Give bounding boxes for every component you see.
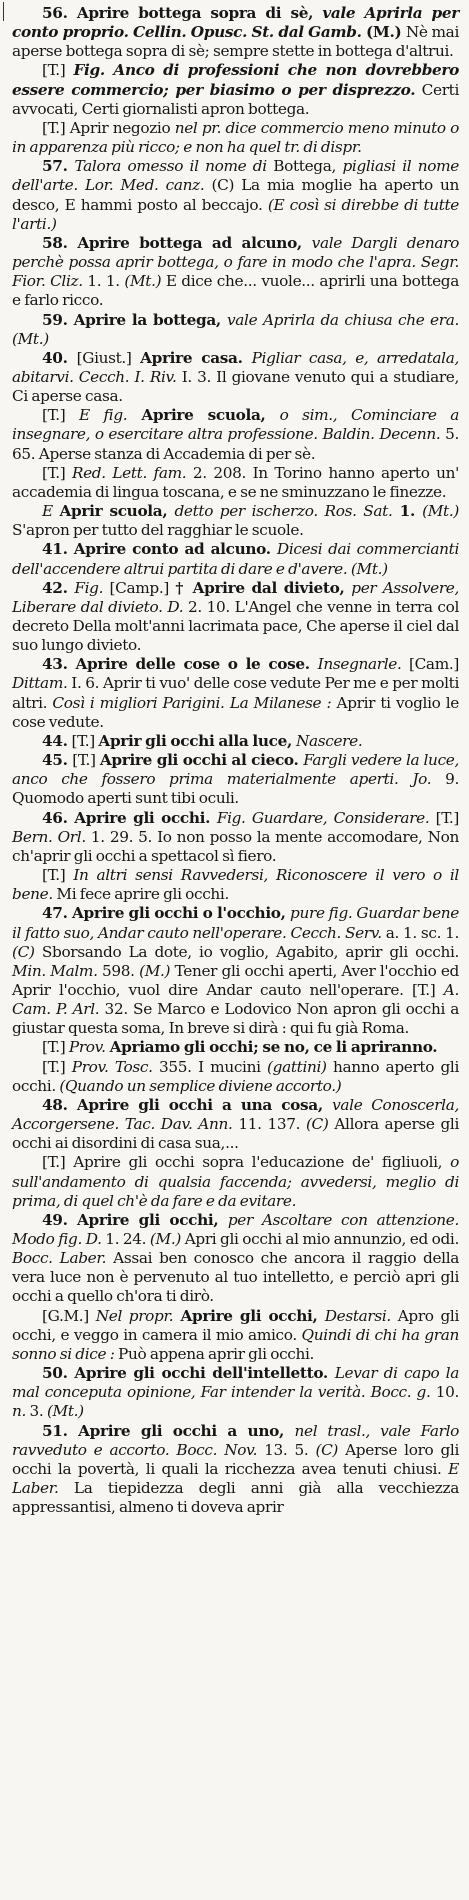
styled-text: Dittam.: [12, 674, 68, 693]
dictionary-entry: [12, 579, 459, 656]
entry-paragraph: [12, 157, 459, 234]
text-run: [Cam.]: [401, 655, 459, 674]
dictionary-entry: [12, 1211, 459, 1364]
dictionary-entry: [12, 732, 459, 751]
entry-sub-paragraph: [12, 1307, 459, 1364]
dictionary-entry: [12, 4, 459, 157]
text-run: La tiepidezza degli anni già alla vecchiezza appressantisi, almeno ti doveva aprir: [12, 1479, 459, 1517]
styled-text: 57.: [42, 157, 75, 176]
styled-text: 51. Aprire gli occhi a uno,: [42, 1421, 295, 1440]
entry-paragraph: [12, 904, 459, 1038]
text-run: Aprir ti voglio le cose vedute.: [12, 693, 459, 731]
styled-text: 56. Aprire bottega sopra di sè,: [42, 4, 323, 22]
entry-paragraph: [12, 751, 459, 808]
styled-text: o sull'andamento di qualsia faccenda; avvedersi, meglio di prima, di quel ch'è da fare e da evitare.: [12, 1153, 459, 1210]
styled-text: Aprire casa.: [140, 348, 252, 367]
styled-text: (M.): [149, 1230, 181, 1248]
styled-text: Bern. Orl.: [12, 827, 86, 846]
text-run: [T.]: [42, 463, 72, 482]
styled-text: nel pr. dice commercio meno minuto o in apparenza più ricco; e non ha quel tr. di dispr.: [12, 118, 459, 157]
styled-text: (Mt.): [124, 272, 162, 291]
styled-text: Insegnarle.: [317, 655, 402, 674]
styled-text: (C): [315, 1440, 339, 1459]
styled-text: Nascere.: [295, 731, 363, 750]
styled-text: Talora omesso il nome di: [74, 157, 274, 176]
styled-text: E: [42, 502, 60, 521]
dictionary-entry: [12, 234, 459, 311]
styled-text: (C): [12, 942, 35, 961]
text-run: 11. 137.: [232, 1115, 306, 1134]
entry-paragraph: [12, 4, 459, 61]
text-run: Allora aperse gli occhi ai disordini di casa sua,...: [12, 1115, 459, 1153]
entry-sub-paragraph: [12, 1153, 459, 1210]
text-run: I. 3. Il giovane venuto qui a studiare, Ci aperse casa.: [12, 367, 460, 406]
styled-text: A. Cam. P. Arl.: [12, 980, 459, 1019]
text-run: 5. 65. Aperse stanza di Accademia di per sè.: [12, 425, 459, 463]
styled-text: (M.): [139, 961, 171, 980]
text-run: I. 6. Aprir ti vuo' delle cose vedute Per me e per molti altri.: [12, 674, 459, 712]
text-run: S'apron per tutto del ragghiar le scuole.: [12, 521, 304, 540]
styled-text: 58. Aprire bottega ad alcuno,: [42, 233, 312, 252]
text-run: Nè mai aperse bottega sopra di sè; sempre stette in bottega d'altrui.: [12, 23, 459, 61]
styled-text: (Mt.): [422, 502, 459, 521]
text-run: 598.: [97, 961, 140, 980]
dictionary-entry: [12, 540, 459, 578]
styled-text: (C): [305, 1115, 329, 1134]
styled-text: Aprire gli occhi,: [173, 1306, 325, 1325]
entry-sub-paragraph: [12, 119, 459, 157]
entry-paragraph: [12, 809, 459, 866]
text-run: 1. 29. 5. Io non posso la mente accomodare, Non ch'aprir gli occhi a spettacol sì fiero.: [12, 827, 459, 865]
dictionary-entry: [12, 1364, 459, 1421]
dictionary-entry: [12, 311, 459, 349]
text-run: Tener gli occhi aperti, Aver l'occhio ed Aprir l'occhio, vuol dire Andar cauto nell'operare. [T.]: [12, 961, 459, 999]
styled-text: vale Conoscerla, Accorgersene. Tac. Dav. Ann.: [12, 1095, 459, 1134]
styled-text: Nel propr.: [95, 1306, 174, 1325]
text-run: [T.] Aprir negozio: [42, 118, 175, 137]
styled-text: Aprire scuola,: [127, 406, 280, 425]
dictionary-entry: [12, 1422, 459, 1518]
styled-text: (Mt.): [46, 1402, 84, 1421]
styled-text: Red. Lett. fam.: [71, 463, 187, 482]
styled-text: Pigliar casa, e, arredatala, abitarvi. Cecch. I. Riv.: [12, 348, 459, 386]
text-run: 1. 24.: [101, 1230, 150, 1248]
text-run: 13. 5.: [257, 1440, 316, 1459]
dictionary-entry: [12, 904, 459, 1096]
styled-text: per Ascoltare con attenzione. Modo fig. D.: [12, 1210, 459, 1248]
styled-text: (M.): [361, 23, 406, 42]
dictionary-entry: [12, 655, 459, 732]
text-run: [T.] Aprire gli occhi sopra l'educazione de' figliuoli,: [42, 1153, 451, 1172]
dictionary-entry: [12, 751, 459, 808]
styled-text: Prov. Tosc.: [71, 1057, 153, 1076]
styled-text: Destarsi.: [324, 1306, 391, 1325]
text-run: [G.M.]: [42, 1306, 96, 1325]
styled-text: Fig.: [74, 578, 110, 597]
text-run: 3.: [26, 1402, 47, 1421]
dictionary-entry: [12, 809, 459, 905]
styled-text: (gattini): [267, 1057, 327, 1076]
styled-text: 43. Aprire delle cose o le cose.: [42, 655, 318, 674]
styled-text: nel trasl., vale Farlo ravveduto e accorto. Bocc. Nov.: [12, 1421, 459, 1459]
text-run: [T.]: [42, 866, 74, 885]
margin-rule: [3, 2, 4, 21]
text-run: Apro gli occhi, e veggo in camera il mio amico.: [12, 1306, 459, 1344]
styled-text: 49. Aprire gli occhi,: [42, 1210, 228, 1229]
styled-text: Aprir scuola,: [59, 502, 175, 521]
styled-text: vale Aprirla per conto proprio. Cellin. Opusc. St. dal Gamb.: [12, 4, 459, 42]
text-run: [T.]: [72, 751, 100, 770]
styled-text: 46. Aprire gli occhi.: [42, 808, 217, 827]
styled-text: 44.: [42, 731, 72, 750]
styled-text: Aprir gli occhi alla luce,: [98, 731, 296, 750]
styled-text: Quindi di chi ha gran sonno si dice :: [12, 1325, 459, 1363]
styled-text: per Assolvere, Liberare dal divieto. D.: [12, 578, 460, 616]
text-run: Assai ben conosco che ancora il raggio della vera luce non è pervenuto al tuo intelletto, e perciò apri gli occhi a quello ch'ora ti dirò.: [12, 1249, 460, 1306]
text-run: a. 1. sc. 1.: [381, 923, 459, 942]
text-run: [Giust.]: [76, 348, 141, 367]
entry-sub-paragraph: [12, 502, 459, 540]
text-run: Certi avvocati, Certi giornalisti apron bottega.: [12, 80, 460, 118]
styled-text: 50. Aprire gli occhi dell'intelletto.: [42, 1364, 335, 1383]
entry-sub-paragraph: [12, 406, 459, 463]
styled-text: vale Aprirla da chiusa che era. (Mt.): [12, 310, 460, 348]
text-run: [T.]: [42, 1038, 69, 1057]
styled-text: 40.: [42, 348, 77, 367]
text-run: Mi fece aprire gli occhi.: [52, 885, 229, 904]
styled-text: Apriamo gli occhi; se no, ce li apriranno.: [105, 1038, 438, 1057]
styled-text: E fig.: [79, 406, 128, 425]
styled-text: Min. Malm.: [12, 961, 98, 980]
styled-text: n.: [12, 1402, 27, 1421]
entry-paragraph: [12, 349, 459, 406]
styled-text: In altri sensi Ravvedersi, Riconoscere il vero o il bene.: [12, 866, 459, 904]
styled-text: Fig. Anco di professioni che non dovrebbero essere commercio; per biasimo o per disprezzo.: [12, 61, 459, 99]
entry-paragraph: [12, 655, 459, 732]
entry-paragraph: [12, 579, 459, 656]
styled-text: (E così si direbbe di tutte l'arti.): [12, 195, 459, 233]
text-run: [Camp.]: [109, 578, 176, 597]
styled-text: 48. Aprire gli occhi a una cosa,: [42, 1095, 333, 1114]
styled-text: 47. Aprire gli occhi o l'occhio,: [42, 904, 291, 923]
entry-paragraph: [12, 1211, 459, 1307]
styled-text: † Aprire dal divieto,: [175, 578, 352, 597]
text-run: [T.]: [42, 61, 74, 80]
styled-text: Dicesi dai commercianti dell'accendere altrui partita di dare e d'avere. (Mt.): [12, 540, 459, 578]
styled-text: Fargli vedere la luce, anco che fossero prima materialmente aperti. Jo.: [12, 751, 459, 789]
styled-text: Bocc. Laber.: [12, 1249, 107, 1268]
styled-text: Fig. Guardare, Considerare.: [216, 808, 430, 827]
styled-text: Così i migliori Parigini. La Milanese :: [52, 693, 332, 712]
styled-text: pigliasi il nome dell'arte. Lor. Med. canz.: [12, 157, 459, 195]
text-run: Può appena aprir gli occhi.: [114, 1344, 315, 1363]
entry-paragraph: [12, 234, 459, 311]
text-run: 355. I mucini: [152, 1057, 268, 1076]
text-run: [T.]: [42, 1057, 72, 1076]
styled-text: E Laber.: [12, 1459, 459, 1498]
entry-paragraph: [12, 311, 459, 349]
styled-text: detto per ischerzo. Ros. Sat.: [174, 502, 393, 521]
styled-text: 45.: [42, 751, 73, 770]
text-run: [T.]: [71, 731, 99, 750]
entry-paragraph: [12, 732, 459, 751]
styled-text: Prov.: [68, 1038, 106, 1057]
text-run: Bottega,: [273, 157, 343, 176]
text-run: Apri gli occhi al mio annunzio, ed odi.: [180, 1230, 459, 1248]
entry-paragraph: [12, 540, 459, 578]
entry-sub-paragraph: [12, 866, 459, 904]
text-run: 9. Quomodo aperti sunt tibi oculi.: [12, 770, 459, 808]
text-run: hanno aperto gli occhi.: [12, 1057, 460, 1095]
styled-text: pure fig. Guardar bene il fatto suo, Andar cauto nell'operare. Cecch. Serv.: [12, 904, 459, 942]
text-run: (C) La mia moglie ha aperto un desco, E hammi posto al beccajo.: [12, 176, 459, 214]
entry-paragraph: [12, 1096, 459, 1153]
styled-text: (Quando un semplice diviene accorto.): [59, 1076, 342, 1095]
entry-paragraph: [12, 1364, 459, 1421]
entry-sub-paragraph: [12, 1058, 459, 1096]
styled-text: 41. Aprire conto ad alcuno.: [42, 540, 277, 559]
styled-text: o sim., Cominciare a insegnare, o esercitare altra professione. Baldin. Decenn.: [12, 406, 459, 444]
styled-text: vale Dargli denaro perchè possa aprir bottega, o fare in modo che l'apra. Segr. Fior. Cliz.: [12, 233, 459, 291]
text-run: Sborsando La dote, io voglio, Agabito, aprir gli occhi.: [34, 942, 459, 961]
entry-sub-paragraph: [12, 1038, 459, 1057]
styled-text: 1.: [392, 502, 423, 521]
entry-sub-paragraph: [12, 464, 459, 502]
entry-sub-paragraph: [12, 61, 459, 118]
text-run: 2. 10. L'Angel che venne in terra col decreto Della molt'anni lacrimata pace, Che aperse il ciel dal suo lungo divieto.: [12, 597, 459, 655]
text-run: [T.]: [429, 808, 459, 827]
styled-text: Aprire gli occhi al cieco.: [99, 751, 304, 770]
text-run: 32. Se Marco e Lodovico Non apron gli occhi a giustar questa soma, In breve si dirà : qui fu già Roma.: [12, 1000, 459, 1038]
styled-text: Levar di capo la mal conceputa opinione, Far intender la verità. Bocc. g.: [12, 1364, 459, 1402]
text-run: 10.: [430, 1383, 459, 1402]
entry-list: [12, 4, 459, 1517]
text-run: Aperse loro gli occhi la povertà, li quali la ricchezza avea tenuti chiusi.: [12, 1440, 459, 1478]
dictionary-entry: [12, 349, 459, 541]
dictionary-entry: [12, 157, 459, 234]
styled-text: 59. Aprire la bottega,: [42, 310, 227, 329]
text-run: E dice che... vuole... aprirli una bottega e farlo ricco.: [12, 272, 459, 310]
text-run: [T.]: [42, 406, 79, 425]
dictionary-entry: [12, 1096, 459, 1211]
entry-paragraph: [12, 1422, 459, 1518]
styled-text: 42.: [42, 578, 75, 597]
text-run: 1. 1.: [82, 272, 125, 291]
text-run: 2. 208. In Torino hanno aperto un' accademia di lingua toscana, e se ne sminuzzano le finezze.: [12, 463, 459, 501]
